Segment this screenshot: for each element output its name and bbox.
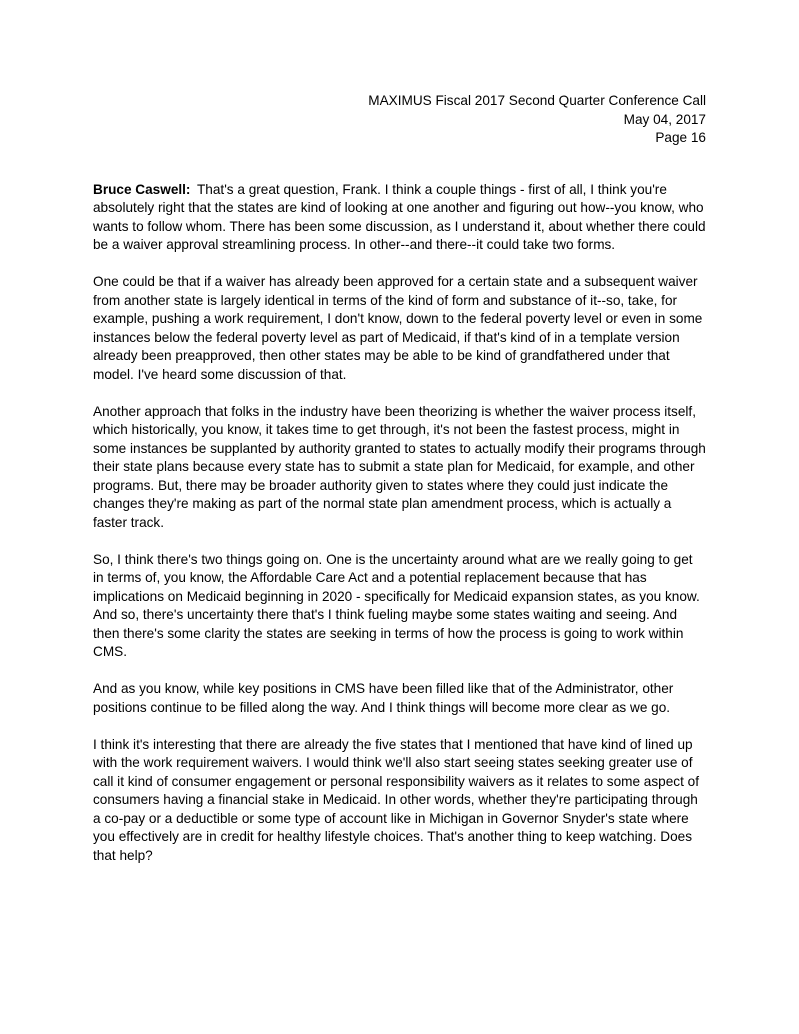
header-page-number: Page 16 — [655, 130, 706, 145]
document-header — [93, 92, 706, 148]
paragraph-5: And as you know, while key positions in CMS have been filled like that of the Administrator, other positions continue to be filled along the way. And I think things will become more clear as we go. — [93, 681, 674, 715]
paragraph-4: So, I think there's two things going on. One is the uncertainty around what are we really going to get in terms of, you know, the Affordable Care Act and a potential replacement because that has implications on Medicaid beginning in 2020 - specifically for Medicaid expansion states, as you know. And so, there's uncertainty there that's I think fueling maybe some states waiting and seeing. And then there's some clarity the states are seeking in terms of how the process is going to work within CMS. — [93, 551, 700, 659]
transcript-body — [93, 181, 706, 866]
header-date: May 04, 2017 — [623, 111, 706, 127]
speaker-name: Bruce Caswell: — [93, 181, 191, 197]
header-title: MAXIMUS Fiscal 2017 Second Quarter Conference Call — [368, 93, 706, 108]
paragraph-2: One could be that if a waiver has already been approved for a certain state and a subsequent waiver from another state is largely identical in terms of the kind of form and substance of it--so, take, for example, pushing a work requirement, I don't know, down to the federal poverty level or even in some instances below the federal poverty level as part of Medicaid, if that's kind of in a template version already been preapproved, then other states may be able to be kind of grandfathered under that model. I've heard some discussion of that. — [93, 274, 703, 382]
paragraph-3: Another approach that folks in the industry have been theorizing is whether the waiver process itself, which historically, you know, it takes time to get through, it's not been the fastest process, might in some instances be supplanted by authority granted to states to actually modify their programs through their state plans because every state has to submit a state plan for Medicaid, for example, and other programs. But, there may be broader authority given to states where they could just indicate the changes they're making as part of the normal state plan amendment process, which is actually a faster track. — [93, 403, 706, 530]
paragraph-1 — [93, 181, 706, 255]
paragraph-1-text: That's a great question, Frank. I think a couple things - first of all, I think you're absolutely right that the states are kind of looking at one another and figuring out how--you know, who wants to follow whom. There has been some discussion, as I understand it, about whether there could be a waiver approval streamlining process. In other--and there--it could take two forms. — [93, 181, 706, 252]
paragraph-6: I think it's interesting that there are already the five states that I mentioned that have kind of lined up with the work requirement waivers. I would think we'll also start seeing states seeking greater use of call it kind of consumer engagement or personal responsibility waivers as it relates to some aspect of consumers having a financial stake in Medicaid. In other words, whether they're participating through a co-pay or a deductible or some type of account like in Michigan in Governor Snyder's state where you effectively are in credit for healthy lifestyle choices. That's another thing to keep watching. Does that help? — [93, 736, 699, 863]
